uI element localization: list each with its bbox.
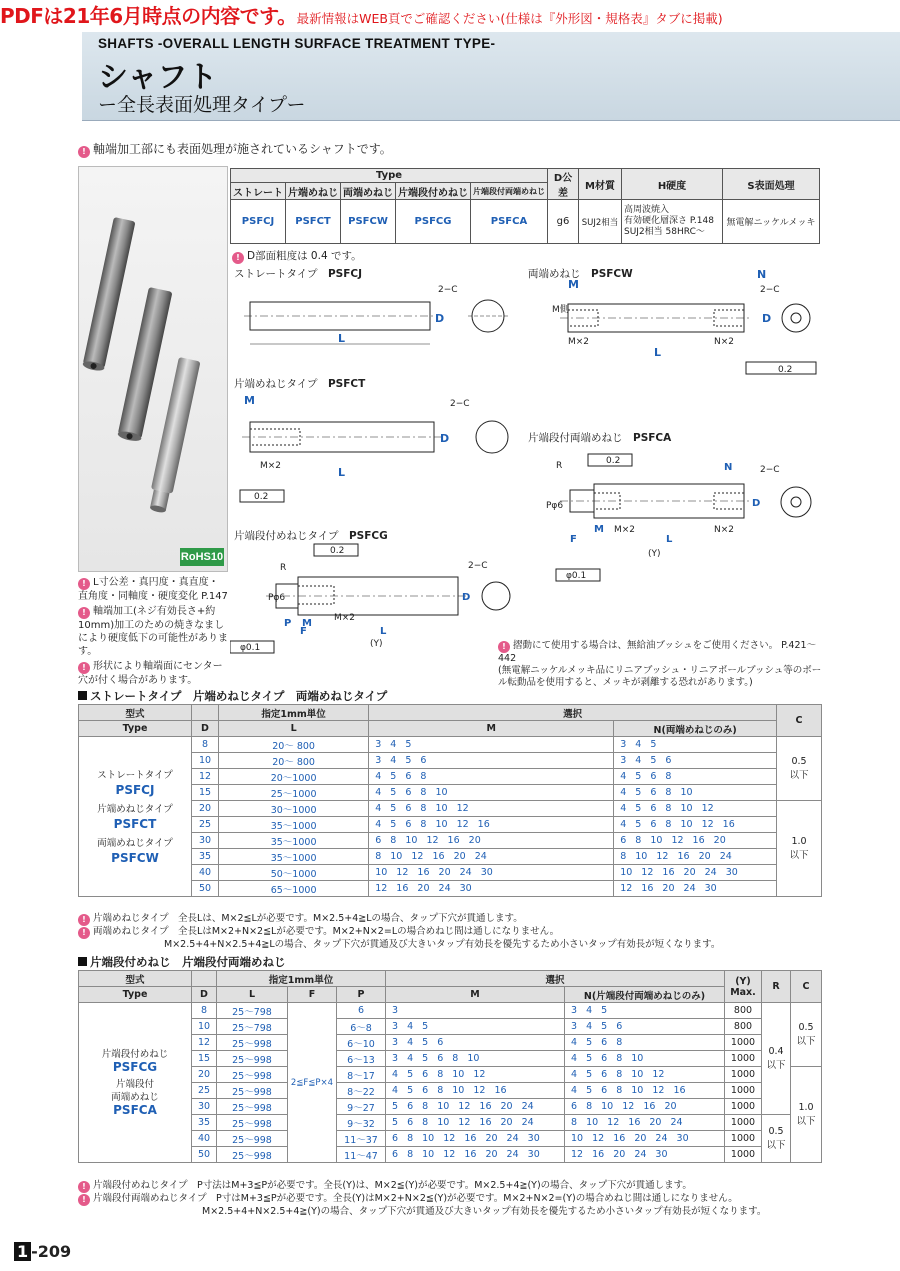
y-cell: 1000: [725, 1067, 762, 1083]
l-cell: 25～1000: [219, 785, 369, 801]
dim-nx2: N×2: [714, 337, 734, 347]
h-l: L: [217, 987, 288, 1003]
n-cell: 10 12 16 20 24 30: [614, 865, 777, 881]
dim-2c: 2−C: [760, 465, 780, 475]
d-cell: 25: [192, 817, 219, 833]
type-name: ストレート: [231, 183, 286, 200]
type-name: 片端めねじ: [286, 183, 341, 200]
l-cell: 25～998: [217, 1115, 288, 1131]
p-cell: 8～22: [337, 1083, 386, 1099]
dim-Y: (Y): [648, 549, 661, 559]
dim-D: D: [462, 592, 471, 603]
n-cell: 12 16 20 24 30: [565, 1147, 725, 1163]
l-cell: 35～1000: [219, 817, 369, 833]
dim-F: F: [300, 626, 307, 637]
table-row: [79, 737, 822, 753]
dim-R: R: [556, 461, 563, 471]
dim-pg6: Pφ6: [546, 501, 564, 511]
dim-D: D: [762, 312, 772, 325]
model-cell: ストレートタイプ PSFCJ 片端めねじタイプ PSFCT 両端めねじタイプ PSFCW: [79, 737, 192, 897]
dim-2c: 2−C: [468, 561, 488, 571]
left-note: ! L寸公差・真円度・真直度・直角度・同軸度・硬度変化 P.147: [78, 577, 228, 602]
n-cell: 3 4 5: [565, 1003, 725, 1019]
m-cell: 10 12 16 20 24 30: [369, 865, 614, 881]
c-cell: 0.5 以下: [777, 737, 822, 801]
m-cell: 8 10 12 16 20 24: [369, 849, 614, 865]
tol-02: 0.2: [606, 456, 621, 466]
mat-value: SUJ2相当: [579, 200, 622, 244]
dim-D: D: [752, 498, 761, 509]
h-unit: 指定1mm単位: [217, 971, 386, 987]
h-unit: 指定1mm単位: [219, 705, 369, 721]
n-cell: 4 5 6 8 10 12: [614, 801, 777, 817]
l-cell: 65～1000: [219, 881, 369, 897]
m-cell: 4 5 6 8: [369, 769, 614, 785]
section-title-2: 片端段付めねじ 片端段付両端めねじ: [78, 954, 286, 970]
warning-note: ! 摺動にて使用する場合は、無給油ブッシュをご使用ください。 P.421～442 (無電解ニッケルメッキ品にリニアブッシュ・リニアボールブッシュ等のボール転動品を使用すると、メッキが剥離する恐れがあります。): [498, 640, 822, 688]
m-cell: 4 5 6 8 10 12 16: [386, 1083, 565, 1099]
p-cell: 11～47: [337, 1147, 386, 1163]
h-d: D: [192, 721, 219, 737]
selection-table-2: [78, 970, 822, 1163]
table-row: [79, 1003, 822, 1019]
n-cell: 4 5 6 8 10 12: [565, 1067, 725, 1083]
banner-big: PDFは21年6月時点の内容です。: [0, 4, 297, 28]
m-cell: 6 8 10 12 16 20 24 30: [386, 1147, 565, 1163]
l-cell: 25～998: [217, 1035, 288, 1051]
p-cell: 9～32: [337, 1115, 386, 1131]
dim-R: R: [280, 563, 287, 573]
h-model: 型式: [79, 971, 192, 987]
d-cell: 15: [192, 785, 219, 801]
page-number: 1 -209: [14, 1242, 71, 1261]
p-cell: 11～37: [337, 1131, 386, 1147]
n-cell: 3 4 5 6: [614, 753, 777, 769]
model-cell: 片端段付めねじ PSFCG 片端段付 両端めねじ PSFCA: [79, 1003, 192, 1163]
type-code: PSFCA: [471, 200, 548, 244]
d-cell: 35: [192, 1115, 217, 1131]
note-icon: !: [78, 578, 90, 590]
n-cell: 10 12 16 20 24 30: [565, 1131, 725, 1147]
d-cell: 10: [192, 1019, 217, 1035]
d-cell: 8: [192, 737, 219, 753]
hard-header: H硬度: [622, 169, 723, 200]
type-code: PSFCG: [396, 200, 471, 244]
h-m: M: [386, 987, 565, 1003]
type-name: 片端段付めねじ: [396, 183, 471, 200]
y-cell: 1000: [725, 1051, 762, 1067]
f-cell: 2≦F≦P×4: [288, 1003, 337, 1163]
y-cell: 800: [725, 1019, 762, 1035]
h-n: N(両端めねじのみ): [614, 721, 777, 737]
tol-01: φ0.1: [240, 643, 261, 653]
dim-M: M: [244, 394, 255, 407]
dim-M: M: [302, 618, 312, 629]
m-cell: 4 5 6 8 10 12 16: [369, 817, 614, 833]
p-cell: 6～10: [337, 1035, 386, 1051]
m-cell: 5 6 8 10 12 16 20 24: [386, 1115, 565, 1131]
note-icon: !: [78, 662, 90, 674]
dim-pg6: Pφ6: [268, 593, 286, 603]
drawing-psfcw: [560, 304, 816, 374]
dim-2c: 2−C: [760, 285, 780, 295]
n-cell: 6 8 10 12 16 20: [614, 833, 777, 849]
d-cell: 8: [192, 1003, 217, 1019]
h-l: L: [219, 721, 369, 737]
dim-2c: 2−C: [438, 285, 458, 295]
p-cell: 9～27: [337, 1099, 386, 1115]
p-cell: 6～13: [337, 1051, 386, 1067]
dim-2c: 2−C: [450, 399, 470, 409]
top-banner: [0, 0, 900, 30]
type-name: 片端段付両端めねじ: [471, 183, 548, 200]
note-icon: !: [78, 914, 90, 926]
m-cell: 4 5 6 8 10 12: [369, 801, 614, 817]
d-cell: 15: [192, 1051, 217, 1067]
m-cell: 3 4 5 6: [369, 753, 614, 769]
h-sel: 選択: [386, 971, 725, 987]
l-cell: 35～1000: [219, 833, 369, 849]
surf-value: 無電解ニッケルメッキ: [723, 200, 820, 244]
l-cell: 25～998: [217, 1067, 288, 1083]
n-cell: 12 16 20 24 30: [614, 881, 777, 897]
dim-M: M: [568, 278, 579, 291]
dim-L: L: [666, 534, 673, 545]
n-cell: 4 5 6 8 10: [614, 785, 777, 801]
h-f: F: [288, 987, 337, 1003]
drawing-psfcj: [244, 300, 508, 344]
n-cell: 8 10 12 16 20 24: [565, 1115, 725, 1131]
spec-table: [230, 168, 820, 244]
c-cell: 1.0 以下: [791, 1067, 822, 1163]
h-c: C: [777, 705, 822, 737]
n-cell: 6 8 10 12 16 20: [565, 1099, 725, 1115]
l-cell: 25～798: [217, 1019, 288, 1035]
d-cell: 20: [192, 1067, 217, 1083]
square-icon: [78, 691, 87, 700]
d-cell: 40: [192, 865, 219, 881]
note-icon: !: [232, 252, 244, 264]
tol-02: 0.2: [778, 365, 793, 375]
drawing-svg: [230, 236, 822, 666]
left-note: ! 軸端加工(ネジ有効長さ+約10mm)加工のための焼きなましにより硬度低下の可能性があります。: [78, 606, 228, 657]
y-cell: 1000: [725, 1147, 762, 1163]
l-cell: 20～ 800: [219, 737, 369, 753]
dim-mx2: M×2: [614, 525, 636, 535]
technical-drawings: [230, 236, 822, 666]
l-cell: 35～1000: [219, 849, 369, 865]
dim-N: N: [724, 462, 733, 473]
n-cell: 3 4 5 6: [565, 1019, 725, 1035]
h-sel: 選択: [369, 705, 777, 721]
tol-value: g6: [548, 200, 579, 244]
p-cell: 8～17: [337, 1067, 386, 1083]
l-cell: 50～1000: [219, 865, 369, 881]
m-cell: 12 16 20 24 30: [369, 881, 614, 897]
h-c: C: [791, 971, 822, 1003]
type-code: PSFCW: [341, 200, 396, 244]
product-photo: [78, 166, 228, 572]
m-cell: 3 4 5: [386, 1019, 565, 1035]
subtitle: ー全長表面処理タイプー: [98, 94, 306, 116]
mat-header: M材質: [579, 169, 622, 200]
n-cell: 4 5 6 8 10 12 16: [565, 1083, 725, 1099]
dim-F: F: [570, 534, 577, 545]
table2-notes: ! 片端段付めねじタイプ P寸法はM+3≦Pが必要です。全長(Y)は、M×2≦(Y)が必要です。M×2.5+4≧(Y)の場合、タップ下穴が貫通します。 ! 片端段付両端めねじタイプ P寸はM+3≦Pが必要です。全長(Y)はM×2+N×2≦(Y)が必要です。M×2+N×2=(Y)の場合めねじ間は通しになりません。 M×2.5+4+N×2.5+4≧(Y)の場合、タップ下穴が貫通及び大きいタップ有効長を優先するため小さいタップ有効長が短くなります。: [78, 1180, 838, 1218]
l-cell: 25～998: [217, 1147, 288, 1163]
d-cell: 40: [192, 1131, 217, 1147]
dim-Y: (Y): [370, 639, 383, 649]
d-cell: 30: [192, 1099, 217, 1115]
dim-L: L: [338, 466, 346, 479]
y-cell: 1000: [725, 1099, 762, 1115]
surf-header: S表面処理: [723, 169, 820, 200]
m-cell: 4 5 6 8 10: [369, 785, 614, 801]
section-title-1: ストレートタイプ 片端めねじタイプ 両端めねじタイプ: [78, 688, 387, 704]
shaft-image: [79, 167, 227, 571]
d-cell: 50: [192, 881, 219, 897]
m-side: M側: [552, 305, 569, 315]
l-cell: 25～798: [217, 1003, 288, 1019]
tol-header: D公差: [548, 169, 579, 200]
dim-D: D: [440, 432, 450, 445]
h-r: R: [762, 971, 791, 1003]
type-header: Type: [231, 169, 548, 183]
y-cell: 1000: [725, 1083, 762, 1099]
m-cell: 3 4 5 6 8 10: [386, 1051, 565, 1067]
dim-mx2: M×2: [334, 613, 356, 623]
tol-01: φ0.1: [566, 571, 587, 581]
lead-text: ! 軸端加工部にも表面処理が施されているシャフトです。: [78, 140, 392, 158]
l-cell: 25～998: [217, 1051, 288, 1067]
ct-label: 片端めねじタイプ PSFCT: [234, 378, 366, 390]
l-cell: 20～ 800: [219, 753, 369, 769]
y-cell: 1000: [725, 1035, 762, 1051]
l-cell: 30～1000: [219, 801, 369, 817]
note-icon: !: [78, 1194, 90, 1206]
left-note: ! 形状により軸端面にセンター穴が付く場合があります。: [78, 661, 223, 686]
note-icon: !: [78, 1181, 90, 1193]
h-type: Type: [79, 721, 192, 737]
dim-L: L: [380, 626, 387, 637]
d-cell: 12: [192, 769, 219, 785]
note-icon: !: [78, 607, 90, 619]
cj-label: ストレートタイプ PSFCJ: [234, 268, 363, 280]
title-jp: シャフト: [98, 60, 218, 95]
m-cell: 3 4 5: [369, 737, 614, 753]
hard-value: 高周波焼入 有効硬化層深さ P.148 SUJ2相当 58HRC～: [622, 200, 723, 244]
cw-label: 両端めねじ PSFCW: [528, 268, 633, 280]
m-cell: 5 6 8 10 12 16 20 24: [386, 1099, 565, 1115]
h-m: M: [369, 721, 614, 737]
n-cell: 4 5 6 8: [565, 1035, 725, 1051]
m-cell: 6 8 10 12 16 20: [369, 833, 614, 849]
title-en: SHAFTS -OVERALL LENGTH SURFACE TREATMENT TYPE-: [98, 36, 496, 51]
y-cell: 1000: [725, 1131, 762, 1147]
dim-L: L: [338, 332, 346, 345]
d-cell: 35: [192, 849, 219, 865]
l-cell: 25～998: [217, 1083, 288, 1099]
dim-N: N: [757, 268, 767, 281]
d-cell: 20: [192, 801, 219, 817]
d-cell: 30: [192, 833, 219, 849]
dim-nx2: N×2: [714, 525, 734, 535]
banner-small: 最新情報はWEB頁でご確認ください(仕様は『外形図・規格表』タブに掲載): [296, 11, 723, 26]
note-icon: !: [78, 927, 90, 939]
dim-mx2: M×2: [260, 461, 282, 471]
p-cell: 6～8: [337, 1019, 386, 1035]
d-cell: 12: [192, 1035, 217, 1051]
type-name: 両端めねじ: [341, 183, 396, 200]
c-cell: 0.5 以下: [791, 1003, 822, 1067]
l-cell: 20～1000: [219, 769, 369, 785]
h-y: (Y) Max.: [725, 971, 762, 1003]
r-cell: 0.4 以下: [762, 1003, 791, 1115]
m-cell: 6 8 10 12 16 20 24 30: [386, 1131, 565, 1147]
c-cell: 1.0 以下: [777, 801, 822, 897]
page-header: [82, 32, 900, 121]
n-cell: 8 10 12 16 20 24: [614, 849, 777, 865]
dim-L: L: [654, 346, 662, 359]
tol-02: 0.2: [254, 492, 269, 502]
cg-label: 片端段付めねじタイプ PSFCG: [234, 530, 388, 542]
h-model: 型式: [79, 705, 192, 721]
m-cell: 4 5 6 8 10 12: [386, 1067, 565, 1083]
d-cell: 50: [192, 1147, 217, 1163]
h-p: P: [337, 987, 386, 1003]
n-cell: 4 5 6 8: [614, 769, 777, 785]
h-type: Type: [79, 987, 192, 1003]
m-cell: 3 4 5 6: [386, 1035, 565, 1051]
n-cell: 4 5 6 8 10 12 16: [614, 817, 777, 833]
d-cell: 10: [192, 753, 219, 769]
h-d: D: [192, 987, 217, 1003]
h-n: N(片端段付両端めねじのみ): [565, 987, 725, 1003]
selection-table-1: [78, 704, 822, 897]
y-cell: 800: [725, 1003, 762, 1019]
m-cell: 3: [386, 1003, 565, 1019]
square-icon: [78, 957, 87, 966]
left-notes: [78, 576, 228, 689]
dim-P: P: [284, 618, 292, 629]
rohs-badge: RoHS10: [180, 548, 224, 566]
l-cell: 25～998: [217, 1099, 288, 1115]
d-cell: 25: [192, 1083, 217, 1099]
n-cell: 4 5 6 8 10: [565, 1051, 725, 1067]
dim-M: M: [594, 524, 604, 535]
l-cell: 25～998: [217, 1131, 288, 1147]
type-code: PSFCT: [286, 200, 341, 244]
y-cell: 1000: [725, 1115, 762, 1131]
tol-02: 0.2: [330, 546, 345, 556]
dim-D: D: [435, 312, 445, 325]
r-cell: 0.5 以下: [762, 1115, 791, 1163]
ca-label: 片端段付両端めねじ PSFCA: [528, 432, 672, 444]
roughness-note: ! D部面粗度は 0.4 です。: [232, 248, 362, 264]
note-icon: !: [498, 641, 510, 653]
note-icon: !: [78, 146, 90, 158]
table1-notes: ! 片端めねじタイプ 全長Lは、M×2≦Lが必要です。M×2.5+4≧Lの場合、タップ下穴が貫通します。 ! 両端めねじタイプ 全長LはM×2+N×2≦Lが必要です。M×2+N×2=Lの場合めねじ間は通しになりません。 M×2.5+4+N×2.5+4≧Lの場合、タップ下穴が貫通及び大きいタップ有効長を優先するため小さいタップ有効長が短くなります。: [78, 913, 822, 951]
n-cell: 3 4 5: [614, 737, 777, 753]
p-cell: 6: [337, 1003, 386, 1019]
type-code: PSFCJ: [231, 200, 286, 244]
dim-mx2: M×2: [568, 337, 590, 347]
